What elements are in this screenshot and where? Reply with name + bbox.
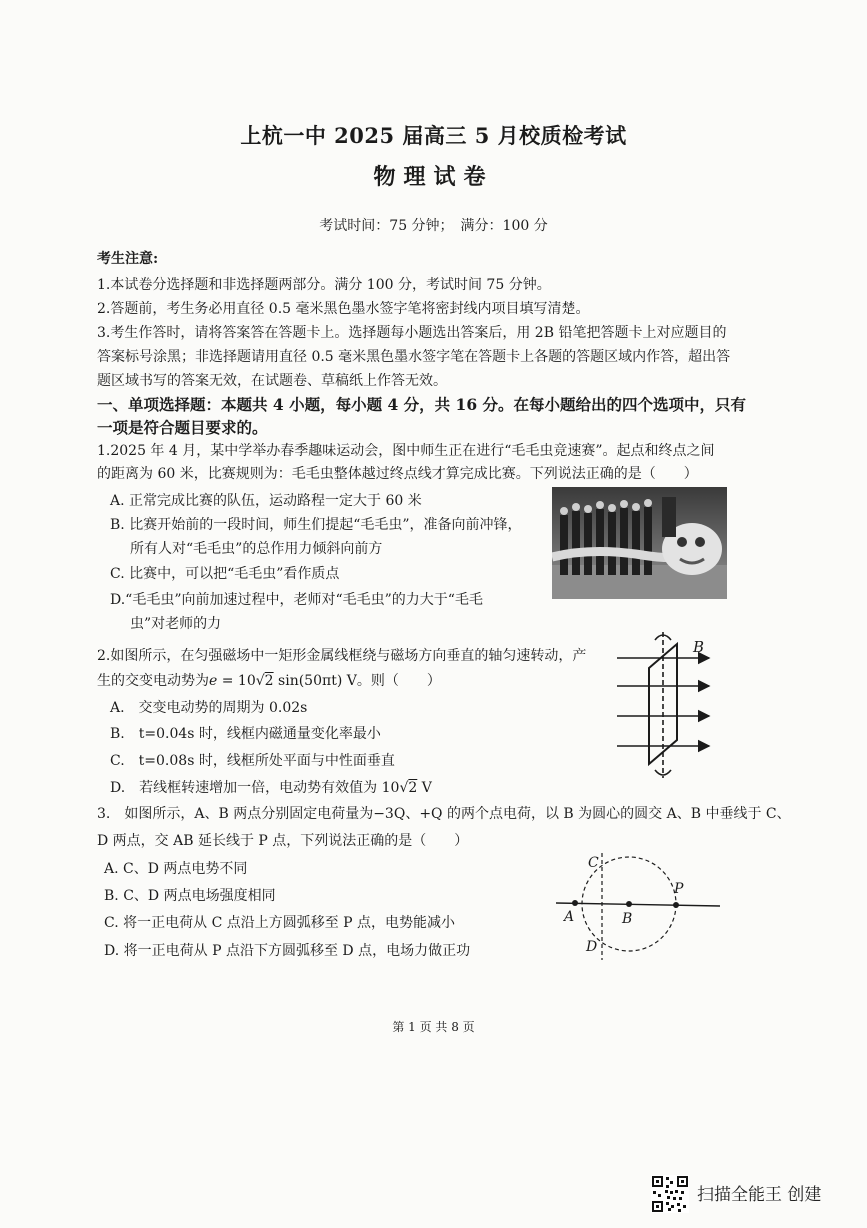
field-label-b: B	[693, 638, 705, 656]
q2-coil-figure	[605, 628, 720, 780]
q3-option-c: C. 将一正电荷从 C 点沿上方圆弧移至 P 点，电势能减小	[104, 915, 456, 931]
label-a: A	[564, 909, 575, 925]
q1-option-d-line-2: 虫”对老师的力	[130, 616, 222, 632]
q3-stem-line-2: D 两点，交 AB 延长线于 P 点，下列说法正确的是（ ）	[97, 833, 469, 849]
qr-code-icon	[651, 1175, 689, 1213]
exam-subtitle: 物理试卷	[373, 164, 494, 190]
point-a	[572, 900, 578, 906]
q2-stem-line-1: 2.如图所示，在匀强磁场中一矩形金属线框绕与磁场方向垂直的轴匀速转动，产	[97, 648, 587, 664]
q3-stem-line-1: 3. 如图所示，A、B 两点分别固定电荷量为−3Q、+Q 的两个点电荷，以 B 为圆心的圆交 A、B 中垂线于 C、	[97, 806, 791, 822]
label-b: B	[622, 911, 633, 927]
q2-option-d-suffix: V	[417, 780, 432, 796]
label-c: C	[588, 855, 599, 871]
q2-option-b: B. t=0.04s 时，线框内磁通量变化率最小	[110, 726, 381, 742]
rotation-arrow-top	[655, 635, 671, 640]
q1-option-a: A. 正常完成比赛的队伍，运动路程一定大于 60 米	[110, 493, 422, 509]
point-p	[673, 902, 679, 908]
q2-formula-e: e	[209, 673, 218, 689]
q2-formula-sin: sin(50πt) V。则（ ）	[273, 673, 441, 689]
sqrt-icon: √	[255, 673, 265, 689]
sqrt-icon: √	[399, 780, 409, 796]
q1-option-b-line-1: B. 比赛开始前的一段时间，师生们提起“毛毛虫”，准备向前冲锋，	[110, 517, 522, 533]
q2-formula-root: 2	[264, 673, 274, 689]
label-p: P	[674, 881, 684, 897]
q1-option-d-line-1: D.“毛毛虫”向前加速过程中，老师对“毛毛虫”的力大于“毛毛	[110, 592, 483, 608]
notice-line-3a: 3.考生作答时，请将答案答在答题卡上。选择题每小题选出答案后，用 2B 铅笔把答题卡上对应题目的	[97, 325, 727, 341]
q2-formula-eq: = 10	[217, 673, 256, 689]
exam-meta: 考试时间：75 分钟； 满分：100 分	[319, 218, 548, 234]
q3-option-a: A. C、D 两点电势不同	[104, 861, 248, 877]
point-b	[626, 901, 632, 907]
section-heading-line-1: 一、单项选择题：本题共 4 小题，每小题 4 分，共 16 分。在每小题给出的四个选项中，只有	[97, 395, 747, 414]
q2-stem-prefix: 生的交变电动势为	[97, 673, 209, 689]
q3-charge-figure	[552, 845, 727, 965]
label-d: D	[586, 939, 598, 955]
q3-option-b: B. C、D 两点电场强度相同	[104, 888, 276, 904]
q2-option-d-root: 2	[408, 780, 418, 796]
caterpillar-race-photo	[552, 487, 727, 599]
q1-stem-line-2: 的距离为 60 米，比赛规则为：毛毛虫整体越过终点线才算完成比赛。下列说法正确的是（ ）	[97, 466, 698, 482]
section-heading-line-2: 一项是符合题目要求的。	[97, 418, 268, 437]
exam-title: 上杭一中 2025 届高三 5 月校质检考试	[240, 123, 627, 148]
notice-line-2: 2.答题前，考生务必用直径 0.5 毫米黑色墨水签字笔将密封线内项目填写清楚。	[97, 301, 590, 317]
q3-option-d: D. 将一正电荷从 P 点沿下方圆弧移至 D 点，电场力做正功	[104, 943, 471, 959]
q2-option-d-prefix: D. 若线框转速增加一倍，电动势有效值为 10	[110, 780, 400, 796]
q1-stem-line-1: 1.2025 年 4 月，某中学举办春季趣味运动会，图中师生正在进行“毛毛虫竞速赛”。起点和终点之间	[97, 443, 715, 459]
q1-option-c: C. 比赛中，可以把“毛毛虫”看作质点	[110, 566, 340, 582]
notice-line-1: 1.本试卷分选择题和非选择题两部分。满分 100 分，考试时间 75 分钟。	[97, 277, 551, 293]
notice-heading: 考生注意:	[97, 251, 159, 267]
q2-stem-line-2	[97, 670, 441, 692]
q2-option-d	[110, 777, 432, 797]
line-ab	[556, 903, 720, 906]
scanner-watermark: 扫描全能王 创建	[697, 1185, 822, 1205]
notice-line-3c: 题区域书写的答案无效，在试题卷、草稿纸上作答无效。	[97, 373, 447, 389]
q1-option-b-line-2: 所有人对“毛毛虫”的总作用力倾斜向前方	[130, 541, 383, 557]
page-number: 第 1 页 共 8 页	[392, 1020, 475, 1034]
q2-option-c: C. t=0.08s 时，线框所处平面与中性面垂直	[110, 753, 395, 769]
notice-line-3b: 答案标号涂黑；非选择题请用直径 0.5 毫米黑色墨水签字笔在答题卡上各题的答题区域内作答，超出答	[97, 349, 731, 365]
q2-option-a: A. 交变电动势的周期为 0.02s	[110, 700, 308, 716]
